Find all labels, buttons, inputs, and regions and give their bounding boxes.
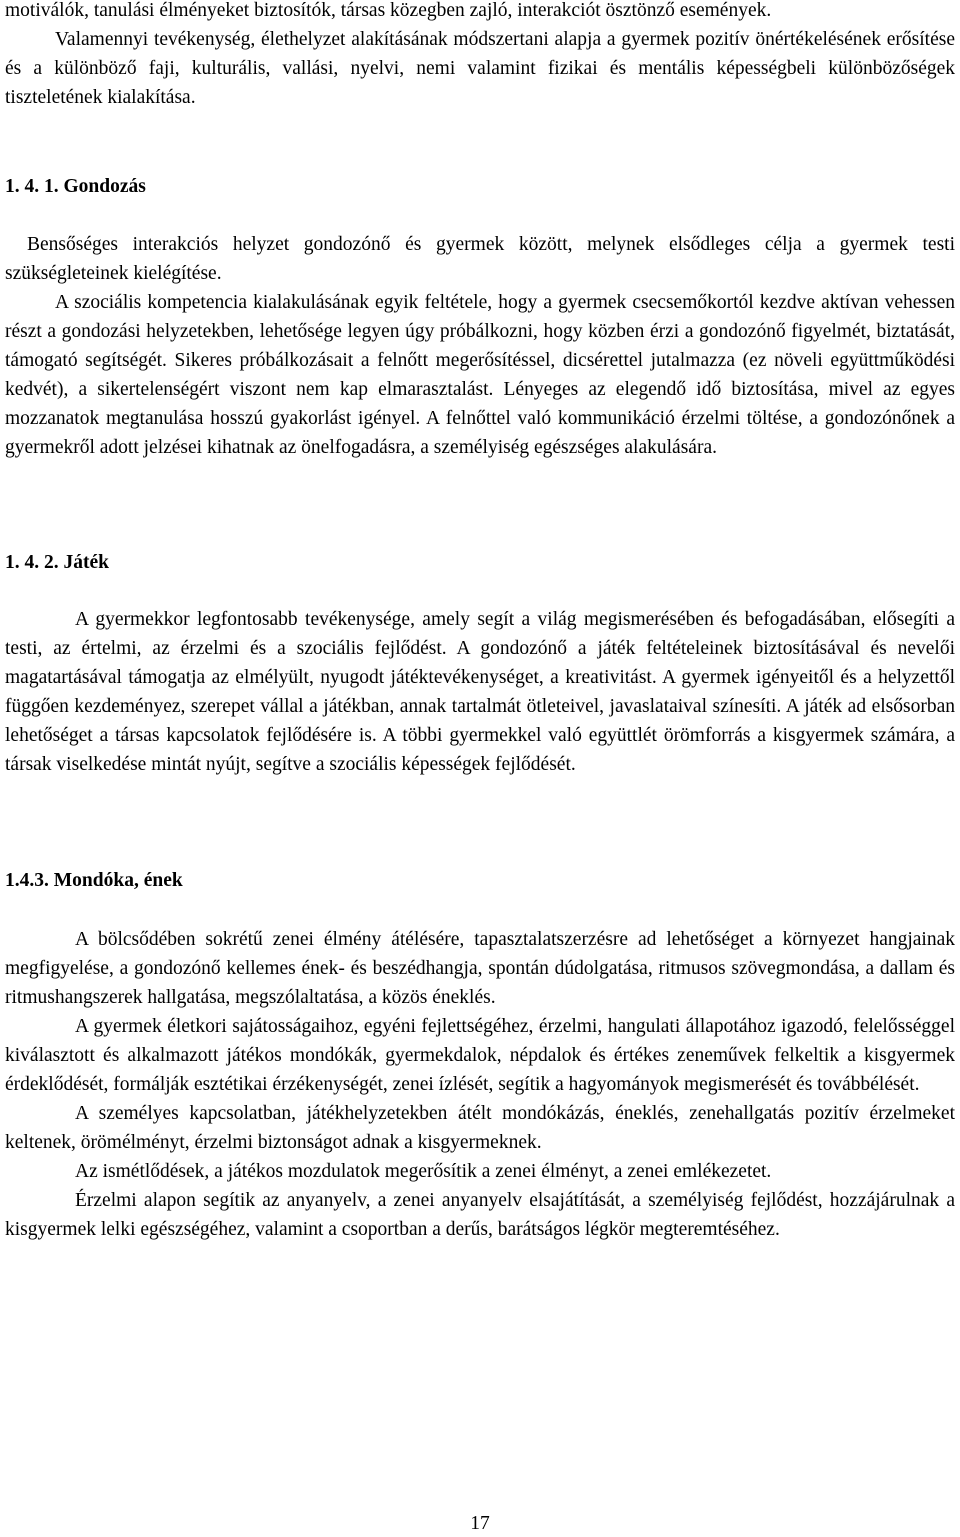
gondozas-paragraph-1: Bensőséges interakciós helyzet gondozónő és gyermek között, melynek elsődleges célja a gyermek testi szükségleteinek kielégítése. xyxy=(5,234,955,284)
page-number: 17 xyxy=(470,1513,490,1534)
section-title: Játék xyxy=(63,552,109,573)
mondoka-paragraph-1: A bölcsődében sokrétű zenei élmény átélésére, tapasztalatszerzésre ad lehetőséget a környezet hangjainak megfigyelése, a gondozónő kellemes ének- és beszédhangja, spontán dúdolgatása, ritmusos szövegmondása, a dallam és ritmushangszerek hallgatása, megszólaltatása, a közös éneklés. xyxy=(5,929,955,1008)
section-heading-mondoka: 1.4.3. Mondóka, ének xyxy=(5,870,183,891)
section-gondozas xyxy=(5,230,955,462)
mondoka-paragraph-2: A gyermek életkori sajátosságaihoz, egyéni fejlettségéhez, érzelmi, hangulati állapotához igazodó, felelősséggel kiválasztott és alkalmazott játékos mondókák, gyermekdalok, népdalok és értékes zeneművek felkeltik a kisgyermek érdeklődését, formálják esztétikai érzékenységét, zenei ízlését, segítik a hagyományok megismerését és továbbélését. xyxy=(5,1016,955,1095)
intro-paragraph-continued: motiválók, tanulási élményeket biztosítók, társas közegben zajló, interakciót ösztönző események. xyxy=(5,0,772,21)
section-mondoka xyxy=(5,925,955,1244)
section-heading-jatek xyxy=(5,548,109,577)
intro-section xyxy=(5,0,955,112)
mondoka-paragraph-3: A személyes kapcsolatban, játékhelyzetekben átélt mondókázás, éneklés, zenehallgatás pozitív érzelmeket keltenek, örömélményt, érzelmi biztonságot adnak a kisgyermeknek. xyxy=(5,1103,955,1153)
gondozas-paragraph-2: A szociális kompetencia kialakulásának egyik feltétele, hogy a gyermek csecsemőkortól kezdve aktívan vehessen részt a gondozási helyzetekben, lehetősége legyen úgy próbálkozni, hogy közben érzi a gondozónő figyelmét, biztatását, támogató segítségét. Sikeres próbálkozásait a felnőtt megerősítéssel, dicsérettel jutalmazza (ez növeli együttműködési kedvét), a sikertelenségért viszont nem kap elmarasztalást. Lényeges az elegendő idő biztosítása, mivel az egyes mozzanatok megtanulása hosszú gyakorlást igényel. A felnőttel való kommunikáció érzelmi töltése, a gondozónőnek a gyermekről adott jelzései kihatnak az önelfogadásra, a személyiség egészséges alakulására. xyxy=(5,292,955,458)
section-number: 1. 4. 2. xyxy=(5,552,59,573)
mondoka-paragraph-5: Érzelmi alapon segítik az anyanyelv, a zenei anyanyelv elsajátítását, a személyiség fejlődést, hozzájárulnak a kisgyermek lelki egészségéhez, valamint a csoportban a derűs, barátságos légkör megteremtéséhez. xyxy=(5,1190,955,1240)
mondoka-paragraph-4: Az ismétlődések, a játékos mozdulatok megerősítik a zenei élményt, a zenei emlékezetet. xyxy=(75,1161,772,1182)
jatek-paragraph-1: A gyermekkor legfontosabb tevékenysége, amely segít a világ megismerésében és befogadásában, elősegíti a testi, az értelmi, az érzelmi és a szociális fejlődést. A gondozónő a játék feltételeinek biztosításával és nevelői magatartásával támogatja az elmélyült, nyugodt játéktevékenységet, a kreativitást. A gyermek igényeitől és a helyzettől függően kezdeményez, szerepet vállal a játékban, annak tartalmát ötleteivel, javaslataival színesíti. A játék ad elsősorban lehetőséget a társas kapcsolatok fejlődésére is. A többi gyermekkel való együttlét örömforrás a kisgyermek számára, a társak viselkedése mintát nyújt, segítve a szociális képességek fejlődését. xyxy=(5,609,955,775)
section-heading-gondozas: 1. 4. 1. Gondozás xyxy=(5,176,146,197)
section-jatek xyxy=(5,605,955,779)
intro-paragraph: Valamennyi tevékenység, élethelyzet alakításának módszertani alapja a gyermek pozitív önértékelésének erősítése és a különböző faji, kulturális, vallási, nyelvi, nemi valamint fizikai és mentális képességbeli különbözőségek tiszteletének kialakítása. xyxy=(5,29,955,108)
